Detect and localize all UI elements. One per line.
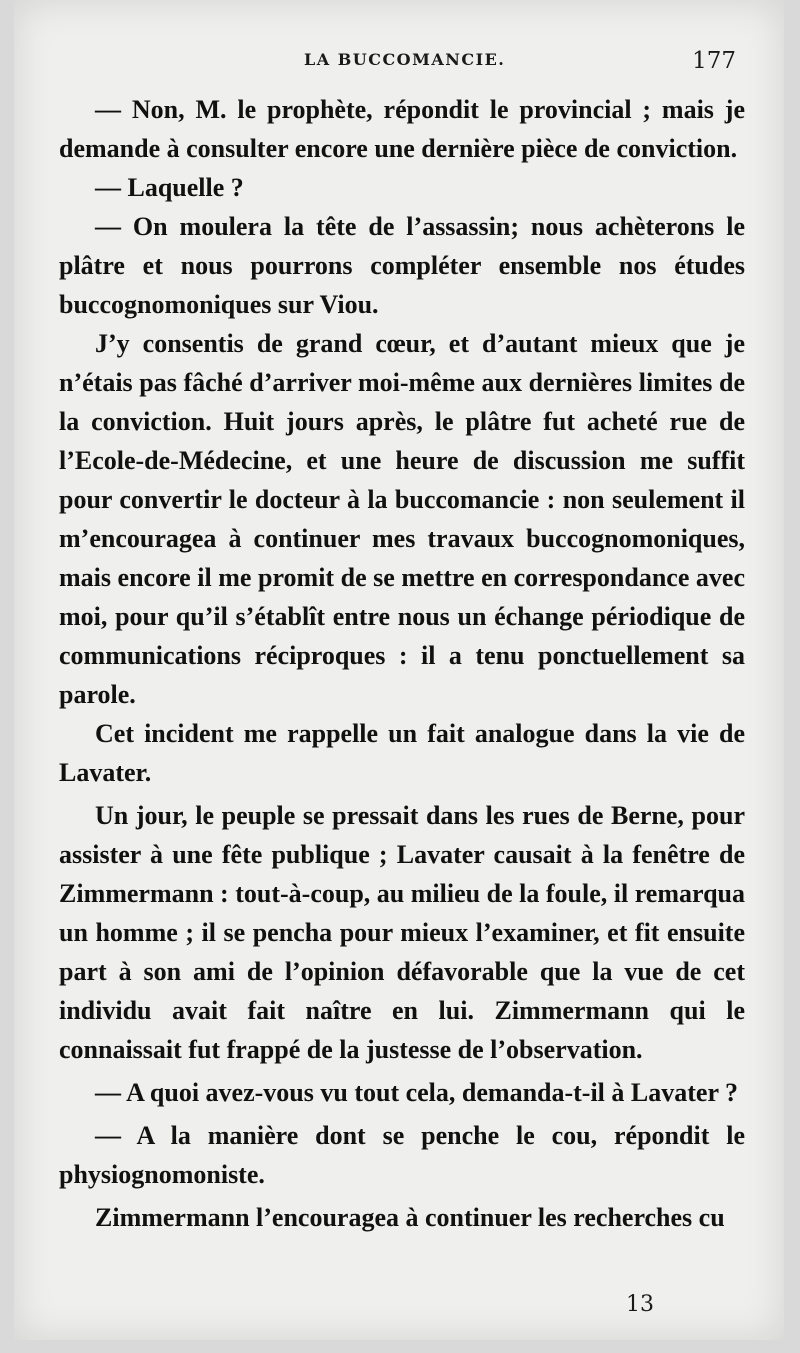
paragraph: — Non, M. le prophète, répondit le provincial ; mais je demande à consulter encore une dernière pièce de conviction. xyxy=(59,95,745,163)
paragraph: Un jour, le peuple se pressait dans les rues de Berne, pour assister à une fête publique ; Lavater causait à la fenêtre de Zimmermann : tout-à-coup, au milieu de la foule, il remarqua un homme ; il se pencha pour mieux l’examiner, et fit ensuite part à son ami de l’opinion défavorable que la vue de cet individu avait fait naître en lui. Zimmermann qui le connaissait fut frappé de la justesse de l’observation. xyxy=(59,801,745,1064)
page-number: 177 xyxy=(692,48,736,74)
paragraph: — A la manière dont se penche le cou, répondit le physiognomoniste. xyxy=(59,1121,745,1189)
paragraph: Cet incident me rappelle un fait analogue dans la vie de Lavater. xyxy=(59,719,745,787)
signature-mark: 13 xyxy=(626,1292,654,1317)
paragraph: — Laquelle ? xyxy=(95,173,244,202)
book-page xyxy=(14,0,784,1340)
running-head xyxy=(14,50,784,74)
paragraph: — On moulera la tête de l’assassin; nous achèterons le plâtre et nous pourrons compléter ensemble nos études buccognomoniques sur Viou. xyxy=(59,212,745,319)
body-text xyxy=(59,90,745,1237)
paragraph: — A quoi avez-vous vu tout cela, demanda-t-il à Lavater ? xyxy=(95,1078,739,1107)
running-title: LA BUCCOMANCIE. xyxy=(304,50,506,69)
paragraph: Zimmermann l’encouragea à continuer les recherches cu xyxy=(95,1203,725,1232)
paragraph: J’y consentis de grand cœur, et d’autant mieux que je n’étais pas fâché d’arriver moi-même aux dernières limites de la conviction. Huit jours après, le plâtre fut acheté rue de l’Ecole-de-Médecine, et une heure de discussion me suffit pour convertir le docteur à la buccomancie : non seulement il m’encouragea à continuer mes travaux buccognomoniques, mais encore il me promit de se mettre en correspondance avec moi, pour qu’il s’établît entre nous un échange périodique de communications réciproques : il a tenu ponctuellement sa parole. xyxy=(59,329,745,709)
